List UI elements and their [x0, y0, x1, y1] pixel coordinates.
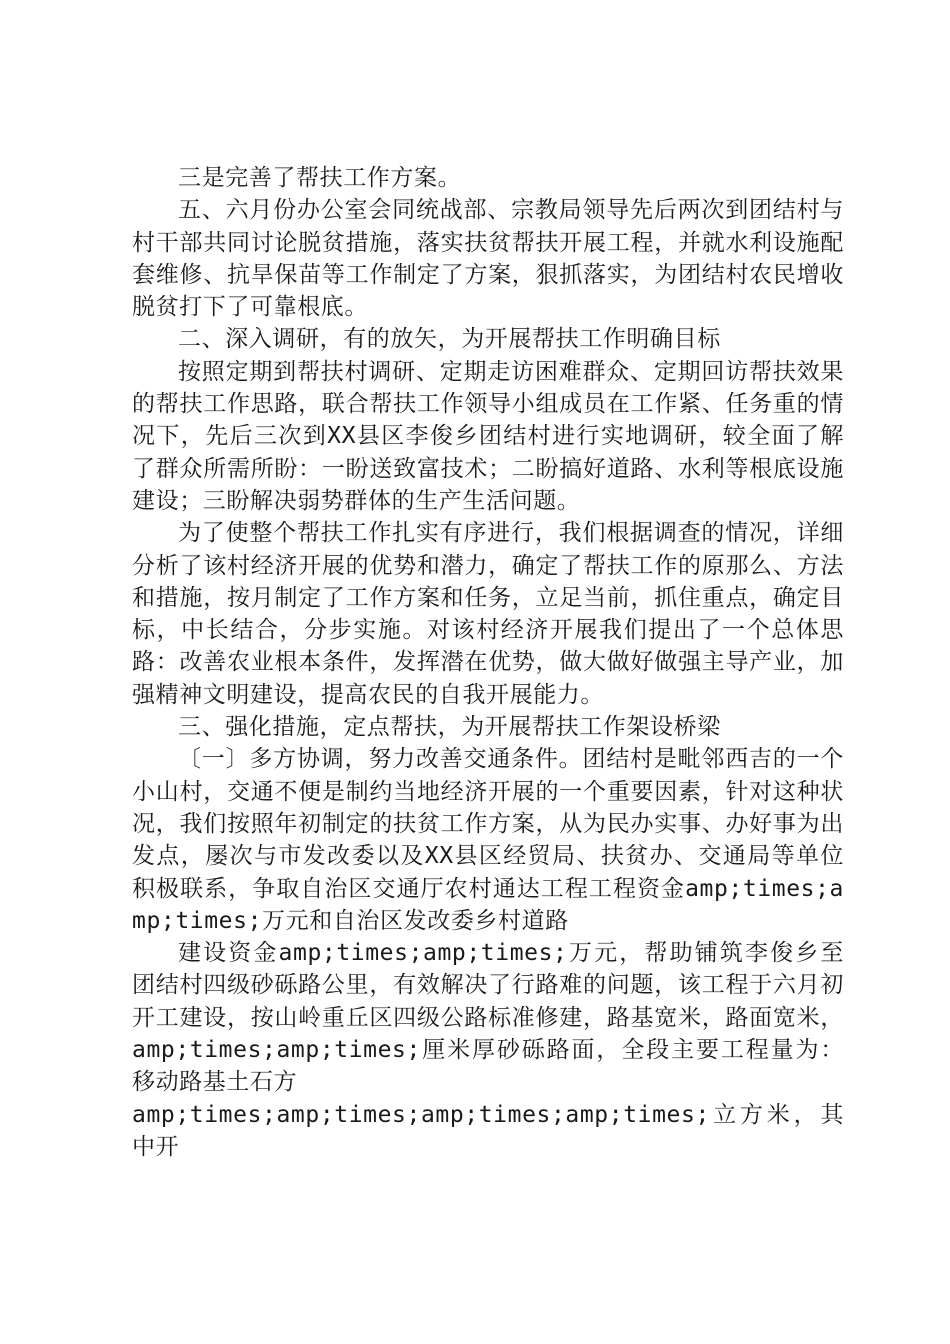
paragraph-research: 按照定期到帮扶村调研、定期走访困难群众、定期回访帮扶效果的帮扶工作思路，联合帮扶工作领导小组成员在工作紧、任务重的情况下，先后三次到XX县区李俊乡团结村进行实地调研，较全面了解了群众所需所盼：一盼送致富技术；二盼搞好道路、水利等根底设施建设；三盼解决弱势群体的生产生活问题。: [132, 358, 844, 514]
heading-section-3: 三、强化措施，定点帮扶，为开展帮扶工作架设桥梁: [178, 714, 721, 741]
paragraph-plan: 为了使整个帮扶工作扎实有序进行，我们根据调查的情况，详细分析了该村经济开展的优势和潜力，确定了帮扶工作的原那么、方法和措施，按月制定了工作方案和任务，立足当前，抓住重点，确定目标，中长结合，分步实施。对该村经济开展我们提出了一个总体思路：改善农业根本条件，发挥潜在优势，做大做好做强主导产业，加强精神文明建设，提高农民的自我开展能力。: [132, 520, 844, 708]
paragraph-intro: 三是完善了帮扶工作方案。: [178, 165, 462, 191]
paragraph-transport: 〔一〕多方协调，努力改善交通条件。团结村是毗邻西吉的一个小山村，交通不便是制约当地经济开展的一个重要因素，针对这种状况，我们按照年初制定的扶贫工作方案，从为民办实事、办好事为出发点，屡次与市发改委以及XX县区经贸局、扶贫办、交通局等单位积极联系，争取自治区交通厅农村通达工程工程资金amp;times;amp;times;万元和自治区发改委乡村道路: [132, 746, 844, 934]
heading-section-2: 二、深入调研，有的放矢，为开展帮扶工作明确目标: [178, 326, 721, 353]
paragraph-continuation: amp;times;amp;times;amp;times;amp;times;立方米，其中开: [132, 1101, 844, 1160]
paragraph-funding: 建设资金amp;times;amp;times;万元，帮助铺筑李俊乡至团结村四级砂砾路公里，有效解决了行路难的问题，该工程于六月初开工建设，按山岭重丘区四级公路标准修建，路基宽米，路面宽米，amp;times;amp;times;厘米厚砂砾路面，全段主要工程量为：移动路基土石方: [132, 940, 844, 1096]
document-page: [132, 162, 844, 1163]
paragraph-june: 五、六月份办公室会同统战部、宗教局领导先后两次到团结村与村干部共同讨论脱贫措施，落实扶贫帮扶开展工程，并就水利设施配套维修、抗旱保苗等工作制定了方案，狠抓落实，为团结村农民增收脱贫打下了可靠根底。: [132, 197, 844, 321]
